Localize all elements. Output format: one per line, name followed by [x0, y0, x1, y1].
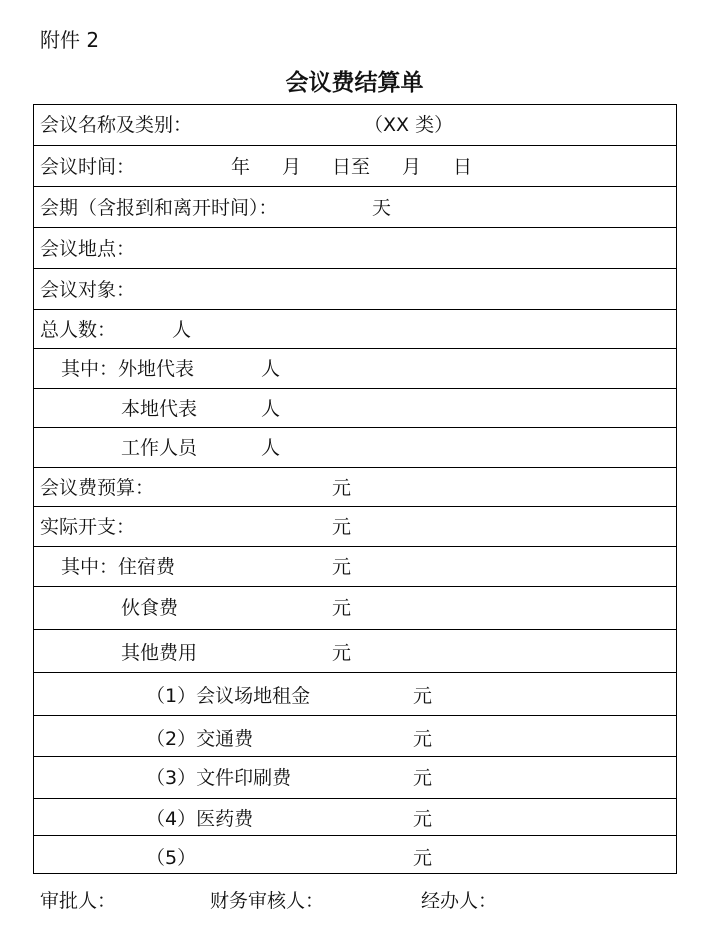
- meeting-time-label: 会议时间：: [40, 156, 136, 178]
- day-to-unit: 日至: [332, 156, 371, 178]
- row-meals: [34, 587, 676, 630]
- settlement-form: [33, 104, 677, 874]
- transport-label: （2）交通费: [146, 728, 254, 750]
- other-costs-unit: 元: [332, 642, 352, 664]
- row-printing: [34, 757, 676, 799]
- day-unit-2: 日: [453, 156, 473, 178]
- budget-label: 会议费预算：: [40, 477, 155, 499]
- item-5-label: （5）: [146, 847, 197, 869]
- approver-label: 审批人：: [40, 890, 117, 912]
- row-venue-rental: [34, 673, 676, 716]
- handler-label: 经办人：: [421, 890, 498, 912]
- row-actual-spending: [34, 507, 676, 547]
- duration-label: 会期（含报到和离开时间）：: [40, 197, 278, 219]
- row-attendees: [34, 269, 676, 310]
- row-budget: [34, 468, 676, 507]
- printing-label: （3）文件印刷费: [146, 767, 292, 789]
- meals-label: 伙食费: [121, 597, 179, 619]
- lodging-unit: 元: [332, 556, 352, 578]
- actual-spending-label: 实际开支：: [40, 516, 136, 538]
- local-reps-unit: 人: [261, 398, 281, 420]
- attachment-label: 附件 2: [40, 28, 100, 52]
- medical-label: （4）医药费: [146, 808, 254, 830]
- finance-reviewer-label: 财务审核人：: [210, 890, 325, 912]
- meeting-name-label: 会议名称及类别：: [40, 114, 193, 136]
- row-staff: [34, 428, 676, 468]
- row-other-costs: [34, 630, 676, 673]
- staff-unit: 人: [261, 437, 281, 459]
- attendees-label: 会议对象：: [40, 279, 136, 301]
- meals-unit: 元: [332, 597, 352, 619]
- month-unit-2: 月: [402, 156, 422, 178]
- nonlocal-reps-label: 其中：外地代表: [61, 358, 195, 380]
- item-5-unit: 元: [413, 847, 433, 869]
- transport-unit: 元: [413, 728, 433, 750]
- total-people-unit: 人: [172, 319, 192, 341]
- total-people-label: 总人数：: [40, 319, 117, 341]
- lodging-label: 其中：住宿费: [61, 556, 176, 578]
- form-title: 会议费结算单: [285, 70, 424, 96]
- row-meeting-time: [34, 146, 676, 187]
- row-nonlocal-reps: [34, 349, 676, 389]
- month-unit: 月: [282, 156, 302, 178]
- row-transport: [34, 716, 676, 757]
- row-item-5: [34, 836, 676, 873]
- row-local-reps: [34, 389, 676, 428]
- staff-label: 工作人员: [121, 437, 198, 459]
- venue-rental-unit: 元: [413, 685, 433, 707]
- row-location: [34, 228, 676, 269]
- nonlocal-reps-unit: 人: [261, 358, 281, 380]
- local-reps-label: 本地代表: [121, 398, 198, 420]
- medical-unit: 元: [413, 808, 433, 830]
- budget-unit: 元: [332, 477, 352, 499]
- printing-unit: 元: [413, 767, 433, 789]
- row-medical: [34, 799, 676, 836]
- row-duration: [34, 187, 676, 228]
- meeting-category: （XX 类）: [364, 114, 454, 136]
- actual-spending-unit: 元: [332, 516, 352, 538]
- row-meeting-name: [34, 105, 676, 146]
- other-costs-label: 其他费用: [121, 642, 198, 664]
- duration-unit: 天: [372, 197, 392, 219]
- row-total-people: [34, 310, 676, 349]
- venue-rental-label: （1）会议场地租金: [146, 685, 311, 707]
- row-lodging: [34, 547, 676, 587]
- location-label: 会议地点：: [40, 238, 136, 260]
- year-unit: 年: [231, 156, 251, 178]
